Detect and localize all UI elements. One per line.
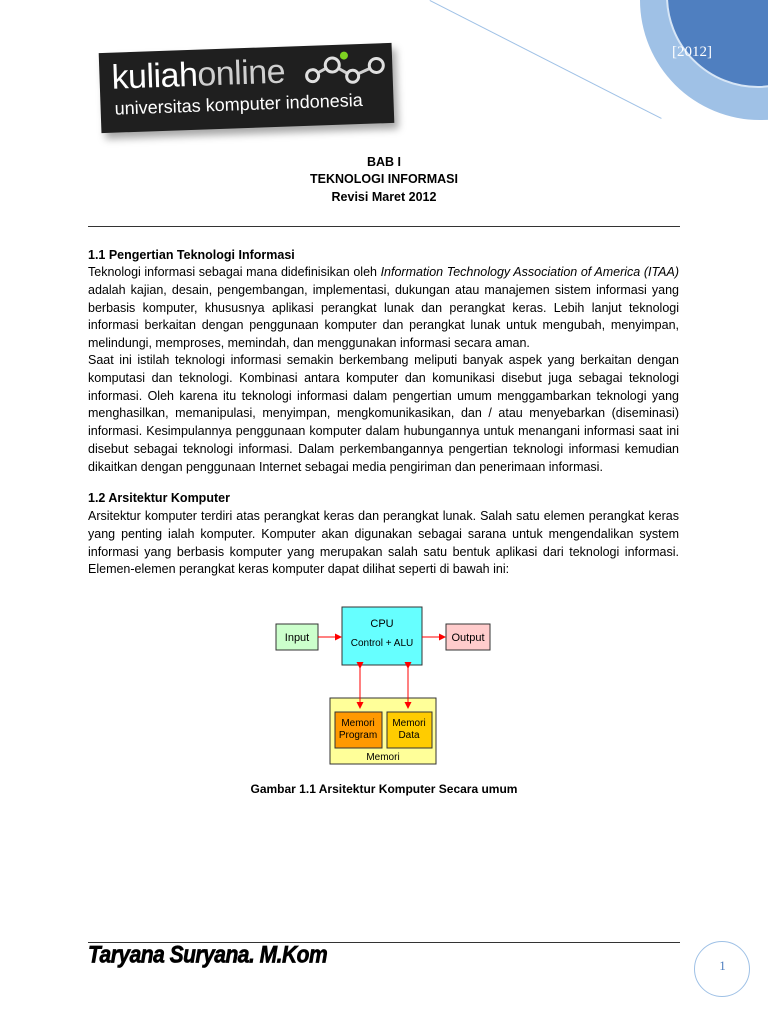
memori-label: Memori xyxy=(366,752,400,763)
memori-program-label-2: Program xyxy=(338,730,378,741)
p1-text-italic: Information Technology Association of America (ITAA) xyxy=(380,265,679,279)
section-2-paragraph-1: Arsitektur komputer terdiri atas perangkat keras dan perangkat lunak. Salah satu elemen perangkat keras yang penting ialah komputer. Komputer akan digunakan sebagai sarana untuk mengendalikan system informasi yang berbasis komputer yang merupakan salah satu bentuk aplikasi dari teknologi informasi. Elemen-elemen perangkat keras komputer dapat dilihat seperti di bawah ini: xyxy=(88,509,679,577)
memori-data-label-2: Data xyxy=(398,730,420,741)
cpu-label: CPU xyxy=(370,618,394,630)
chapter-label: BAB I xyxy=(366,155,402,169)
section-1-paragraph-2: Saat ini istilah teknologi informasi semakin berkembang meliputi banyak aspek yang berkaitan dengan komputasi dan teknologi. Kombinasi antara komputer dan komunikasi disebut juga sebagai teknologi informasi. Oleh karena itu teknologi informasi dalam pengertian umum menggambarkan teknologi yang menghasilkan, memanipulasi, menyimpan, mengkomunikasikan, dan / atau menyebarkan (diseminasi) informasi. Kesimpulannya penggunaan komputer dalam hubungannya untuk menangani informasi saat ini disebut sebagai teknologi informasi. Dalam perkembangannya pengertian teknologi informasi kemudian dikaitkan dengan penggunaan Internet sebagai media pengiriman dan penerimaan informasi. xyxy=(88,353,679,474)
output-label: Output xyxy=(451,632,485,644)
section-1-paragraph-1 xyxy=(88,264,679,353)
memori-data-label-1: Memori xyxy=(392,718,426,729)
corner-decor-line xyxy=(430,0,662,119)
section-1-heading: 1.1 Pengertian Teknologi Informasi xyxy=(88,248,295,262)
input-label: Input xyxy=(284,632,310,644)
cpu-sublabel: Control + ALU xyxy=(350,638,414,649)
kuliahonline-logo xyxy=(99,43,395,133)
logo-kuliah: kuliah xyxy=(110,55,199,97)
p1-text-before: Teknologi informasi sebagai mana didefinisikan oleh xyxy=(88,265,381,279)
divider-top xyxy=(88,226,680,227)
year-label: [2012] xyxy=(672,44,712,60)
figure-caption: Gambar 1.1 Arsitektur Komputer Secara umum xyxy=(250,782,518,796)
memori-program-label-1: Memori xyxy=(341,718,375,729)
p1-text-after: adalah kajian, desain, pengembangan, implementasi, dukungan atau manajemen sistem informasi yang berbasis komputer, khususnya aplikasi perangkat lunak dan perangkat keras. Lebih lanjut teknologi informasi berkaitan dengan penggunaan komputer dan perangkat lunak untuk mengubah, menyimpan, melindungi, memproses, memindah, dan menggunakan informasi secara aman. xyxy=(88,282,679,351)
molecule-icon xyxy=(304,49,395,92)
section-2-heading: 1.2 Arsitektur Komputer xyxy=(88,491,230,505)
page-number: 1 xyxy=(719,958,726,973)
logo-online: online xyxy=(196,52,286,94)
cpu-box xyxy=(342,607,422,665)
revision-label: Revisi Maret 2012 xyxy=(331,190,437,204)
computer-architecture-diagram xyxy=(270,602,500,772)
logo-subtitle: universitas komputer indonesia xyxy=(114,89,363,119)
author-signature: Taryana Suryana. M.Kom xyxy=(88,942,328,969)
chapter-title: TEKNOLOGI INFORMASI xyxy=(310,172,458,186)
logo-title xyxy=(111,53,286,98)
